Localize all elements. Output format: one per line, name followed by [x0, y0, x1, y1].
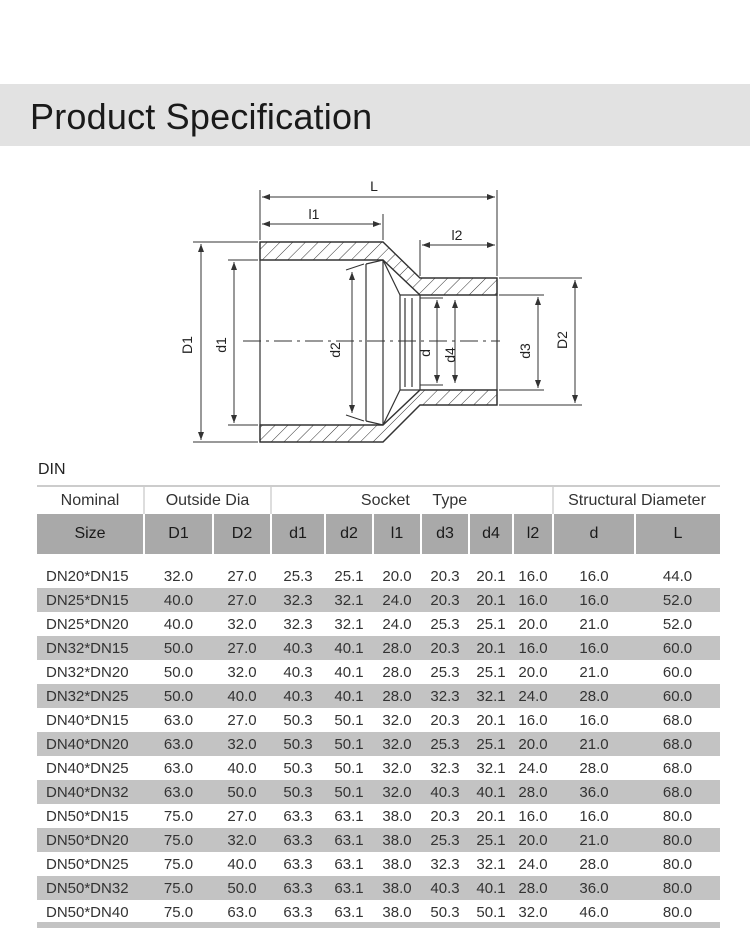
- value-cell: 20.0: [382, 567, 412, 585]
- size-cell: DN40*DN20: [37, 732, 144, 756]
- value-cell: 50.3: [271, 732, 325, 756]
- value-cell: 44.0: [662, 567, 693, 585]
- value-cell: 20.1: [469, 588, 513, 612]
- value-cell: 50.3: [430, 903, 460, 921]
- table-row: [37, 708, 720, 732]
- value-cell: 28.0: [373, 636, 421, 660]
- col-D2: D2: [213, 514, 271, 554]
- value-cell: 20.3: [421, 588, 469, 612]
- value-cell: 32.0: [373, 732, 421, 756]
- value-cell: 25.3: [421, 828, 469, 852]
- value-cell: 21.0: [579, 663, 609, 681]
- size-cell: DN40*DN32: [37, 780, 144, 804]
- value-cell: 20.1: [476, 711, 506, 729]
- col-d3: d3: [421, 514, 469, 554]
- value-cell: 60.0: [635, 684, 720, 708]
- reducer-cross-section-diagram: [0, 170, 750, 460]
- value-cell: 32.3: [421, 684, 469, 708]
- value-cell: 63.0: [163, 711, 194, 729]
- value-cell: 32.1: [476, 759, 506, 777]
- value-cell: 40.0: [227, 759, 257, 777]
- table-row: [37, 564, 720, 588]
- value-cell: 80.0: [635, 876, 720, 900]
- col-L: L: [635, 514, 720, 554]
- label-L: L: [370, 178, 378, 194]
- value-cell: 75.0: [144, 828, 213, 852]
- value-cell: 75.0: [144, 876, 213, 900]
- value-cell: 80.0: [662, 903, 693, 921]
- table-row: [37, 900, 720, 924]
- value-cell: 75.0: [163, 855, 194, 873]
- value-cell: 75.0: [163, 903, 194, 921]
- value-cell: 38.0: [373, 876, 421, 900]
- value-cell: 80.0: [662, 807, 693, 825]
- label-D1: D1: [179, 336, 195, 354]
- value-cell: 38.0: [382, 903, 412, 921]
- value-cell: 20.1: [476, 567, 506, 585]
- size-cell: DN20*DN15: [46, 567, 129, 585]
- value-cell: 32.3: [430, 855, 460, 873]
- value-cell: 24.0: [518, 855, 548, 873]
- value-cell: 32.3: [271, 588, 325, 612]
- label-d3: d3: [517, 343, 533, 359]
- value-cell: 27.0: [227, 567, 257, 585]
- value-cell: 32.0: [518, 903, 548, 921]
- value-cell: 32.0: [382, 711, 412, 729]
- value-cell: 40.3: [421, 876, 469, 900]
- value-cell: 50.3: [271, 780, 325, 804]
- value-cell: 40.1: [334, 663, 364, 681]
- size-cell: DN32*DN20: [46, 663, 129, 681]
- size-cell: DN32*DN15: [37, 636, 144, 660]
- value-cell: 32.1: [469, 684, 513, 708]
- value-cell: 32.0: [227, 663, 257, 681]
- value-cell: 50.0: [163, 663, 194, 681]
- table-row: [37, 612, 720, 636]
- value-cell: 25.3: [283, 567, 313, 585]
- value-cell: 50.1: [325, 780, 373, 804]
- upper-wall: [260, 242, 497, 295]
- value-cell: 50.1: [334, 759, 364, 777]
- table-bottom-band: [37, 922, 720, 928]
- value-cell: 32.0: [213, 828, 271, 852]
- table-body: [37, 564, 720, 924]
- value-cell: 32.3: [283, 615, 313, 633]
- value-cell: 25.1: [476, 615, 506, 633]
- spec-table: [37, 485, 720, 924]
- value-cell: 68.0: [635, 732, 720, 756]
- value-cell: 63.0: [163, 759, 194, 777]
- value-cell: 50.3: [283, 711, 313, 729]
- value-cell: 68.0: [662, 759, 693, 777]
- size-cell: DN50*DN32: [37, 876, 144, 900]
- value-cell: 63.1: [325, 876, 373, 900]
- value-cell: 20.3: [430, 807, 460, 825]
- value-cell: 20.0: [513, 732, 553, 756]
- value-cell: 27.0: [227, 711, 257, 729]
- value-cell: 16.0: [513, 636, 553, 660]
- page-title: Product Specification: [30, 96, 373, 137]
- value-cell: 32.0: [373, 780, 421, 804]
- value-cell: 28.0: [513, 780, 553, 804]
- column-header-row: [37, 514, 720, 554]
- col-d1: d1: [271, 514, 325, 554]
- size-cell: DN25*DN20: [46, 615, 129, 633]
- value-cell: 32.1: [325, 588, 373, 612]
- col-size: Size: [37, 514, 144, 554]
- table-row: [37, 660, 720, 684]
- value-cell: 27.0: [227, 807, 257, 825]
- value-cell: 52.0: [635, 588, 720, 612]
- value-cell: 27.0: [213, 636, 271, 660]
- value-cell: 50.0: [213, 876, 271, 900]
- value-cell: 20.1: [469, 636, 513, 660]
- value-cell: 25.1: [469, 732, 513, 756]
- group-header-row: [37, 486, 720, 514]
- label-d4: d4: [442, 347, 458, 363]
- value-cell: 40.3: [271, 684, 325, 708]
- value-cell: 25.1: [476, 663, 506, 681]
- table-row: [37, 804, 720, 828]
- value-cell: 28.0: [513, 876, 553, 900]
- value-cell: 36.0: [553, 780, 635, 804]
- title-banner: [0, 84, 750, 146]
- table-row: [37, 780, 720, 804]
- table-row: [37, 732, 720, 756]
- size-cell: DN50*DN20: [37, 828, 144, 852]
- value-cell: 68.0: [662, 711, 693, 729]
- value-cell: 38.0: [382, 855, 412, 873]
- spacer-row: [37, 554, 720, 564]
- value-cell: 40.0: [213, 684, 271, 708]
- value-cell: 80.0: [635, 828, 720, 852]
- table-row: [37, 828, 720, 852]
- standard-label: DIN: [38, 461, 66, 478]
- value-cell: 68.0: [635, 780, 720, 804]
- table-row: [37, 636, 720, 660]
- size-cell: DN50*DN40: [46, 903, 129, 921]
- value-cell: 24.0: [373, 588, 421, 612]
- value-cell: 20.3: [430, 711, 460, 729]
- value-cell: 32.3: [430, 759, 460, 777]
- value-cell: 50.1: [334, 711, 364, 729]
- value-cell: 63.3: [283, 903, 313, 921]
- value-cell: 50.1: [325, 732, 373, 756]
- value-cell: 63.1: [334, 807, 364, 825]
- value-cell: 25.3: [421, 732, 469, 756]
- value-cell: 28.0: [382, 663, 412, 681]
- value-cell: 52.0: [662, 615, 693, 633]
- size-cell: DN40*DN15: [46, 711, 129, 729]
- size-cell: DN50*DN25: [46, 855, 129, 873]
- label-D2: D2: [554, 331, 570, 349]
- value-cell: 16.0: [518, 711, 548, 729]
- value-cell: 60.0: [635, 636, 720, 660]
- value-cell: 16.0: [579, 567, 609, 585]
- value-cell: 63.0: [144, 732, 213, 756]
- value-cell: 63.3: [271, 876, 325, 900]
- value-cell: 25.3: [430, 615, 460, 633]
- value-cell: 16.0: [553, 588, 635, 612]
- value-cell: 36.0: [553, 876, 635, 900]
- value-cell: 24.0: [513, 684, 553, 708]
- value-cell: 25.1: [334, 567, 364, 585]
- group-socket: Socket: [360, 491, 410, 509]
- value-cell: 75.0: [163, 807, 194, 825]
- value-cell: 63.3: [271, 828, 325, 852]
- value-cell: 40.1: [325, 684, 373, 708]
- value-cell: 21.0: [553, 828, 635, 852]
- table-row: [37, 876, 720, 900]
- value-cell: 25.3: [430, 663, 460, 681]
- table-row: [37, 588, 720, 612]
- table-row: [37, 756, 720, 780]
- value-cell: 20.0: [518, 615, 548, 633]
- label-l1: l1: [308, 206, 320, 222]
- value-cell: 40.1: [325, 636, 373, 660]
- group-socket-type: [271, 486, 553, 514]
- value-cell: 32.0: [382, 759, 412, 777]
- col-d: d: [553, 514, 635, 554]
- label-l2: l2: [451, 227, 463, 243]
- value-cell: 63.0: [227, 903, 257, 921]
- col-D1: D1: [144, 514, 213, 554]
- value-cell: 50.1: [476, 903, 506, 921]
- value-cell: 28.0: [553, 684, 635, 708]
- value-cell: 16.0: [513, 588, 553, 612]
- value-cell: 63.0: [144, 780, 213, 804]
- value-cell: 50.3: [283, 759, 313, 777]
- col-d4: d4: [469, 514, 513, 554]
- value-cell: 40.0: [227, 855, 257, 873]
- value-cell: 16.0: [579, 807, 609, 825]
- col-l2: l2: [513, 514, 553, 554]
- label-d2: d2: [327, 342, 343, 358]
- value-cell: 50.0: [144, 684, 213, 708]
- group-nominal: Nominal: [37, 486, 144, 514]
- value-cell: 63.3: [283, 855, 313, 873]
- value-cell: 50.0: [213, 780, 271, 804]
- size-cell: DN50*DN15: [46, 807, 129, 825]
- value-cell: 63.1: [325, 828, 373, 852]
- size-cell: DN32*DN25: [37, 684, 144, 708]
- value-cell: 63.1: [334, 855, 364, 873]
- value-cell: 40.1: [469, 780, 513, 804]
- col-l1: l1: [373, 514, 421, 554]
- value-cell: 16.0: [518, 567, 548, 585]
- value-cell: 20.1: [476, 807, 506, 825]
- value-cell: 20.0: [518, 663, 548, 681]
- value-cell: 40.3: [283, 663, 313, 681]
- value-cell: 32.0: [163, 567, 194, 585]
- value-cell: 21.0: [553, 732, 635, 756]
- value-cell: 24.0: [518, 759, 548, 777]
- value-cell: 40.0: [163, 615, 194, 633]
- value-cell: 25.1: [469, 828, 513, 852]
- value-cell: 63.1: [334, 903, 364, 921]
- value-cell: 46.0: [579, 903, 609, 921]
- value-cell: 27.0: [213, 588, 271, 612]
- value-cell: 28.0: [579, 759, 609, 777]
- value-cell: 32.1: [476, 855, 506, 873]
- value-cell: 24.0: [382, 615, 412, 633]
- group-structural-diameter: Structural Diameter: [553, 486, 720, 514]
- value-cell: 63.3: [283, 807, 313, 825]
- size-cell: DN40*DN25: [46, 759, 129, 777]
- table-row: [37, 852, 720, 876]
- value-cell: 80.0: [662, 855, 693, 873]
- value-cell: 40.3: [421, 780, 469, 804]
- value-cell: 20.0: [513, 828, 553, 852]
- value-cell: 32.0: [213, 732, 271, 756]
- value-cell: 28.0: [579, 855, 609, 873]
- value-cell: 38.0: [373, 828, 421, 852]
- value-cell: 16.0: [579, 711, 609, 729]
- value-cell: 32.0: [227, 615, 257, 633]
- value-cell: 16.0: [518, 807, 548, 825]
- group-outside-dia: Outside Dia: [144, 486, 271, 514]
- label-d1: d1: [213, 337, 229, 353]
- value-cell: 20.3: [430, 567, 460, 585]
- table-row: [37, 684, 720, 708]
- value-cell: 40.0: [144, 588, 213, 612]
- value-cell: 21.0: [579, 615, 609, 633]
- value-cell: 16.0: [553, 636, 635, 660]
- value-cell: 28.0: [373, 684, 421, 708]
- label-d: d: [417, 349, 433, 357]
- size-cell: DN25*DN15: [37, 588, 144, 612]
- value-cell: 40.3: [271, 636, 325, 660]
- group-type: Type: [432, 491, 468, 509]
- col-d2: d2: [325, 514, 373, 554]
- lower-wall: [260, 390, 497, 442]
- value-cell: 50.0: [144, 636, 213, 660]
- value-cell: 32.1: [334, 615, 364, 633]
- value-cell: 60.0: [662, 663, 693, 681]
- value-cell: 40.1: [469, 876, 513, 900]
- value-cell: 38.0: [382, 807, 412, 825]
- value-cell: 20.3: [421, 636, 469, 660]
